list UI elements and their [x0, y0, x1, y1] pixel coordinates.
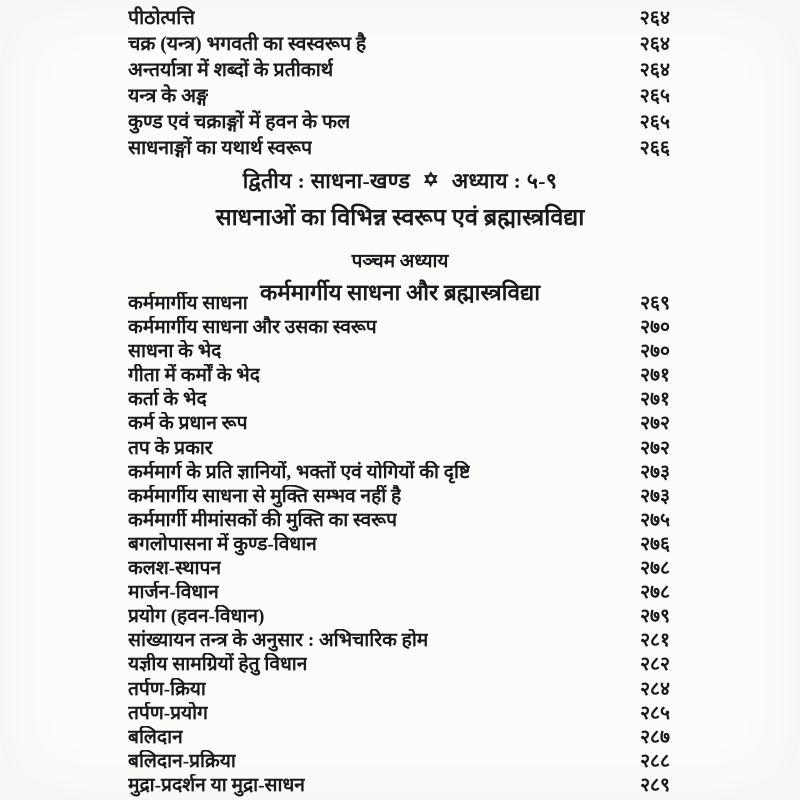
toc-entry [0, 340, 800, 364]
toc-entry-title: बलिदान [128, 726, 183, 748]
toc-entry-page-number: २६५ [639, 112, 670, 133]
toc-entry [0, 726, 800, 750]
toc-entry-page-number: २७२ [640, 413, 670, 435]
toc-entry-page-number: २८७ [640, 726, 670, 748]
toc-entry-title: कर्ममार्गीय साधना [128, 293, 248, 314]
toc-entry-page-number: २८४ [640, 678, 670, 700]
toc-entry [0, 485, 800, 509]
toc-entry-title: बगलोपासना में कुण्ड-विधान [128, 533, 317, 555]
toc-entry-title: साधनाङ्गों का यथार्थ स्वरूप [128, 138, 313, 159]
toc-entry [0, 605, 800, 629]
toc-entry-title: गीता में कर्मों के भेद [128, 365, 260, 387]
toc-entry-page-number: २७३ [640, 485, 670, 507]
toc-entry-title: कर्ता के भेद [128, 389, 207, 411]
toc-entry [0, 136, 800, 162]
toc-entry [0, 557, 800, 581]
toc-entry-page-number: २६९ [640, 293, 670, 314]
toc-entry-title: कर्ममार्गीय साधना और उसका स्वरूप [128, 317, 377, 339]
toc-section-top [0, 6, 800, 162]
toc-entry-page-number: २८२ [640, 654, 670, 676]
toc-entry-title: कर्म के प्रधान रूप [128, 413, 248, 435]
toc-entry [0, 774, 800, 798]
toc-entry [0, 653, 800, 677]
toc-entry [0, 678, 800, 702]
hexagram-star-icon: ✡ [422, 170, 440, 191]
toc-entry-page-number: २७२ [640, 437, 670, 459]
toc-section-main [0, 292, 800, 798]
section-title: साधनाओं का विभिन्न स्वरूप एवं ब्रह्मास्त्रविद्या [215, 205, 585, 231]
toc-entry-page-number: २६५ [639, 86, 670, 107]
toc-entry-page-number: २७८ [640, 558, 670, 580]
toc-entry [0, 32, 800, 58]
section-kicker [0, 166, 800, 195]
toc-entry-title: तर्पण-क्रिया [128, 678, 206, 700]
kicker-part-left: द्वितीय : साधना-खण्ड [242, 169, 411, 193]
toc-entry-page-number: २७३ [640, 461, 670, 483]
chapter-title: कर्ममार्गीय साधना और ब्रह्मास्त्रविद्या [259, 280, 541, 305]
toc-entry [0, 6, 800, 32]
toc-entry [0, 509, 800, 533]
toc-entry [0, 629, 800, 653]
toc-entry-title: यन्त्र के अङ्ग [128, 86, 209, 107]
toc-entry [0, 581, 800, 605]
toc-entry-title: बलिदान-प्रक्रिया [128, 750, 236, 772]
toc-entry [0, 110, 800, 136]
toc-entry-page-number: २७९ [640, 606, 670, 628]
toc-entry-page-number: २७० [640, 341, 670, 363]
toc-entry-title: सांख्यायन तन्त्र के अनुसार : अभिचारिक होम [128, 630, 429, 652]
toc-entry-page-number: २७८ [640, 582, 670, 604]
toc-entry-page-number: २८५ [640, 702, 670, 724]
toc-entry [0, 533, 800, 557]
toc-entry [0, 461, 800, 485]
toc-entry [0, 84, 800, 110]
toc-entry-page-number: २७१ [640, 365, 670, 387]
toc-entry-title: कर्ममार्गी मीमांसकों की मुक्ति का स्वरूप [128, 509, 397, 531]
toc-entry-page-number: २८९ [640, 774, 670, 796]
toc-entry-title: मार्जन-विधान [128, 582, 219, 604]
toc-entry [0, 388, 800, 412]
toc-entry-page-number: २७६ [640, 533, 670, 555]
toc-entry-title: साधना के भेद [128, 341, 222, 363]
toc-entry-page-number: २७१ [640, 389, 670, 411]
toc-entry-page-number: २६४ [639, 60, 670, 81]
kicker-part-right: अध्याय : ५-९ [451, 169, 558, 193]
chapter-label: पञ्चम अध्याय [351, 251, 449, 272]
toc-entry-title: कुण्ड एवं चक्राङ्गों में हवन के फल [128, 112, 351, 133]
toc-entry-page-number: २६४ [639, 34, 670, 55]
toc-entry-title: कर्ममार्गीय साधना से मुक्ति सम्भव नहीं है [128, 485, 402, 507]
toc-entry-title: अन्तर्यात्रा में शब्दों के प्रतीकार्थ [128, 60, 334, 81]
toc-entry-title: कर्ममार्ग के प्रति ज्ञानियों, भक्तों एवं योगियों की दृष्टि [128, 461, 471, 483]
toc-entry-page-number: २६४ [639, 8, 670, 29]
toc-entry-page-number: २७० [640, 317, 670, 339]
toc-entry-page-number: २६६ [639, 138, 670, 159]
toc-entry [0, 412, 800, 436]
toc-entry-title: पीठोत्पत्ति [128, 8, 195, 29]
toc-entry-title: तप के प्रकार [128, 437, 213, 459]
toc-entry [0, 316, 800, 340]
toc-entry [0, 750, 800, 774]
toc-entry-title: यज्ञीय सामग्रियों हेतु विधान [128, 654, 308, 676]
toc-entry-title: कलश-स्थापन [128, 558, 222, 580]
toc-entry-page-number: २८८ [640, 750, 670, 772]
toc-entry [0, 702, 800, 726]
toc-entry [0, 364, 800, 388]
toc-entry-title: चक्र (यन्त्र) भगवती का स्वस्वरूप है [128, 34, 367, 55]
toc-entry-page-number: २७५ [640, 509, 670, 531]
toc-entry [0, 58, 800, 84]
toc-entry-title: मुद्रा-प्रदर्शन या मुद्रा-साधन [128, 774, 305, 796]
toc-entry-page-number: २८१ [640, 630, 670, 652]
toc-entry-title: तर्पण-प्रयोग [128, 702, 208, 724]
toc-entry-title: प्रयोग (हवन-विधान) [128, 606, 265, 628]
toc-entry [0, 437, 800, 461]
